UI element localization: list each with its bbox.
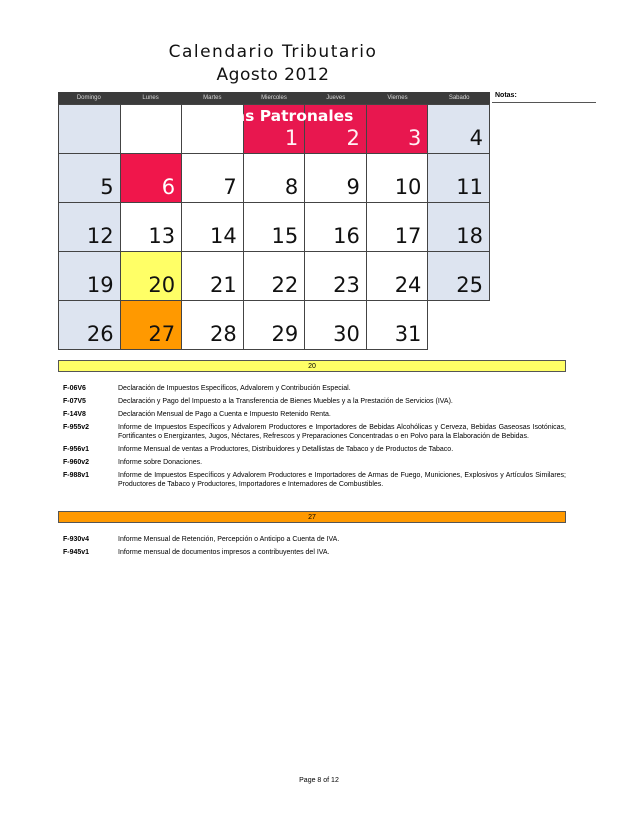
event-label: Fiestas Patronales: [191, 107, 354, 125]
calendar-day-cell: [121, 301, 183, 350]
day-number: 31: [394, 322, 422, 346]
day-number: 27: [148, 322, 176, 346]
day-number: 26: [86, 322, 114, 346]
form-description: Informe Mensual de Retención, Percepción o Anticipo a Cuenta de IVA.: [118, 536, 340, 543]
calendar-day-cell: [244, 252, 306, 301]
calendar-day-cell: [367, 203, 429, 252]
calendar-day-cell: [244, 154, 306, 203]
calendar-day-cell: [182, 203, 244, 252]
form-entry: [60, 471, 566, 489]
day-number: 12: [86, 224, 114, 248]
calendar-day-cell: [367, 154, 429, 203]
day-number: 7: [223, 175, 237, 199]
weekday-miercoles: Miercoles: [261, 95, 287, 101]
day-number: 17: [394, 224, 422, 248]
form-code: F-988v1: [63, 472, 90, 479]
notes-divider: [492, 102, 596, 103]
form-code: F-14V8: [63, 411, 86, 418]
day-number: 14: [209, 224, 237, 248]
form-code: F-960v2: [63, 459, 90, 466]
day-number: 16: [333, 224, 360, 248]
form-description: Declaración Mensual de Pago a Cuenta e Impuesto Retenido Renta.: [118, 411, 331, 418]
day-number: 19: [86, 273, 114, 297]
form-description: Informe de Impuestos Específicos y Advalorem Productores e Importadores de Armas de Fuego, Municiones, Explosivos y Artículos Similares; Productores de Tabaco y Productores, Importadores e Internadores de Combustibles.: [118, 472, 566, 488]
day-number: 6: [161, 175, 176, 199]
calendar-day-cell: [305, 154, 367, 203]
section-27-band: 27: [58, 511, 566, 523]
calendar-day-cell: [59, 105, 121, 154]
section-27-list: [60, 535, 566, 561]
section-20-list: [60, 384, 566, 493]
calendar-day-cell: [182, 252, 244, 301]
calendar-day-cell: [121, 203, 183, 252]
weekday-sabado: Sabado: [448, 95, 470, 101]
form-description: Informe Mensual de ventas a Productores, Distribuidores y Detallistas de Tabaco y de Productos de Tabaco.: [118, 446, 454, 453]
day-number: 21: [209, 273, 237, 297]
weekday-header: [58, 92, 490, 104]
form-code: F-07V5: [63, 398, 86, 405]
day-number: 24: [394, 273, 422, 297]
form-description: Informe mensual de documentos impresos a contribuyentes del IVA.: [118, 549, 330, 556]
day-number: 15: [271, 224, 299, 248]
calendar-day-cell: [305, 252, 367, 301]
day-number: 13: [148, 224, 176, 248]
page-footer: Page 8 of 12: [299, 777, 339, 784]
form-code: F-956v1: [63, 446, 90, 453]
calendar-day-cell: [428, 105, 490, 154]
calendar-day-cell: [367, 301, 429, 350]
notes-label: Notas:: [495, 92, 517, 99]
day-number: 4: [469, 126, 483, 150]
form-entry: [60, 535, 566, 544]
calendar-day-cell: [59, 154, 121, 203]
calendar-day-cell: [121, 105, 183, 154]
form-entry: [60, 458, 566, 467]
calendar-day-cell: [367, 252, 429, 301]
calendar-day-cell: [182, 301, 244, 350]
form-description: Informe sobre Donaciones.: [118, 459, 203, 466]
day-number: 3: [408, 126, 422, 150]
calendar-day-cell: [305, 301, 367, 350]
day-number: 22: [271, 273, 299, 297]
calendar-day-cell: [121, 252, 183, 301]
form-entry: [60, 410, 566, 419]
calendar-day-cell: [305, 203, 367, 252]
day-number: 8: [284, 175, 299, 199]
day-number: 29: [271, 322, 299, 346]
calendar-day-cell: [428, 301, 490, 350]
weekday-lunes: Lunes: [142, 95, 159, 101]
calendar-month: Agosto 2012: [216, 65, 330, 85]
day-number: 20: [148, 273, 176, 297]
day-number: 23: [333, 273, 360, 297]
form-description: Informe de Impuestos Específicos y Advalorem Productores e Importadores de Bebidas Alcohólicas y Cerveza, Bebidas Gaseosas Isotónicas, Fortificantes o Energizantes, Jugos, Néctares, Refrescos y Preparaciones Concentradas o en Polvo para la Elaboración de Bebidas.: [118, 424, 566, 440]
calendar-grid: [58, 104, 490, 350]
form-entry: [60, 445, 566, 454]
calendar-day-cell: [121, 154, 183, 203]
form-code: F-955v2: [63, 424, 90, 431]
calendar-day-cell: [367, 105, 429, 154]
form-code: F-945v1: [63, 549, 90, 556]
calendar-day-cell: [59, 252, 121, 301]
form-entry: [60, 384, 566, 393]
weekday-domingo: Domingo: [76, 95, 101, 101]
weekday-viernes: Viernes: [387, 95, 408, 101]
section-20-band: 20: [58, 360, 566, 372]
day-number: 30: [333, 322, 360, 346]
weekday-martes: Martes: [203, 95, 222, 101]
day-number: 25: [456, 273, 483, 297]
day-number: 5: [100, 175, 114, 199]
form-entry: [60, 423, 566, 441]
day-number: 1: [284, 126, 299, 150]
calendar-title: Calendario Tributario: [168, 42, 378, 62]
form-entry: [60, 548, 566, 557]
form-code: F-06V6: [63, 385, 86, 392]
calendar-day-cell: [59, 203, 121, 252]
calendar-day-cell: [244, 301, 306, 350]
day-number: 10: [394, 175, 422, 199]
day-number: 2: [346, 126, 360, 150]
calendar-day-cell: [428, 154, 490, 203]
calendar-day-cell: [182, 154, 244, 203]
calendar-day-cell: [244, 203, 306, 252]
form-entry: [60, 397, 566, 406]
weekday-jueves: Jueves: [326, 95, 346, 101]
form-description: Declaración y Pago del Impuesto a la Transferencia de Bienes Muebles y a la Prestación de Servicios (IVA).: [118, 398, 453, 405]
form-description: Declaración de Impuestos Específicos, Advalorem y Contribución Especial.: [118, 385, 351, 392]
form-code: F-930v4: [63, 536, 90, 543]
day-number: 11: [456, 175, 483, 199]
day-number: 18: [456, 224, 483, 248]
calendar-day-cell: [59, 301, 121, 350]
calendar-day-cell: [428, 252, 490, 301]
calendar-day-cell: [428, 203, 490, 252]
day-number: 9: [346, 175, 360, 199]
day-number: 28: [209, 322, 237, 346]
